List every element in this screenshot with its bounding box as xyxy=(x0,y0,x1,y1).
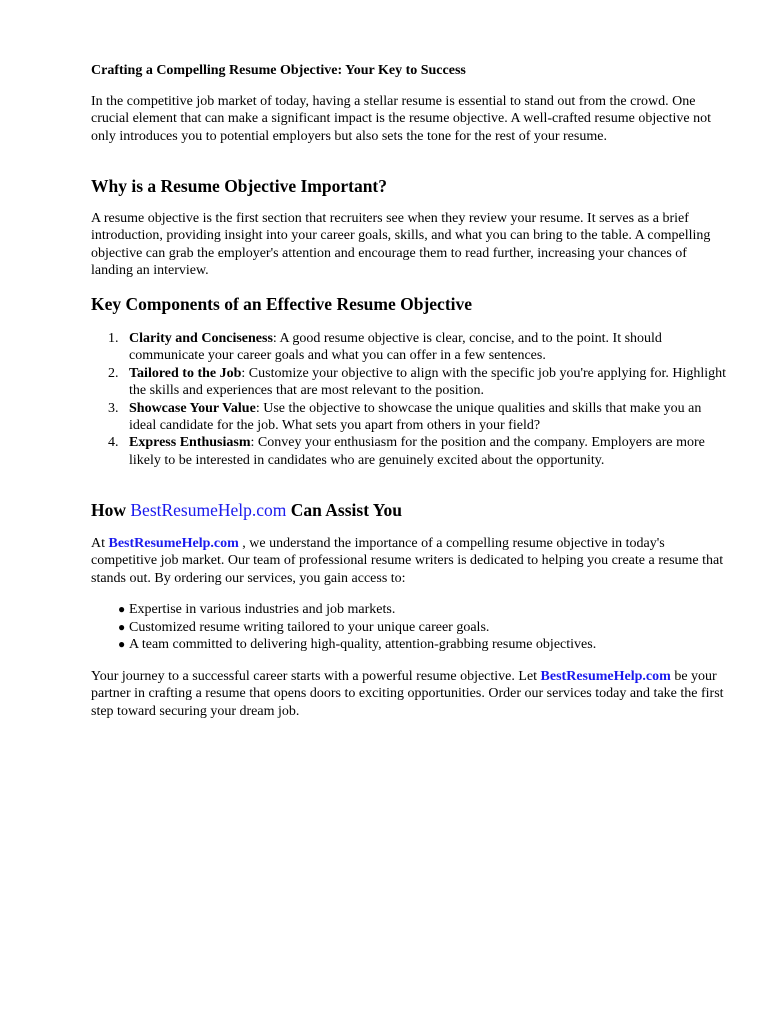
why-paragraph: A resume objective is the first section that recruiters see when they review your resume. It serves as a brief introduction, providing insight into your career goals, skills, and what you can bring to the table. A compelling objective can grab the employer's attention and encourage them to read further, increasing your chances of landing an interview. xyxy=(91,211,711,279)
list-item xyxy=(91,365,729,400)
list-item xyxy=(91,636,727,654)
section-heading-components: Key Components of an Effective Resume Objective xyxy=(91,294,473,314)
heading-suffix: Can Assist You xyxy=(286,500,402,520)
list-item-term: Express Enthusiasm xyxy=(129,435,251,451)
closing-site-link[interactable]: BestResumeHelp.com xyxy=(540,669,671,684)
list-item-number: 4. xyxy=(108,435,119,451)
heading-prefix: How xyxy=(91,500,131,520)
closing-prefix: Your journey to a successful career starts with a powerful resume objective. Let xyxy=(91,669,541,684)
list-item-separator: : xyxy=(272,331,277,346)
heading-site-link[interactable]: BestResumeHelp.com xyxy=(130,500,287,520)
bullet-icon: ● xyxy=(118,619,126,634)
section-heading-why: Why is a Resume Objective Important? xyxy=(91,176,388,196)
list-item xyxy=(91,619,727,637)
bullet-icon: ● xyxy=(118,637,126,652)
list-item-text: A good resume objective is clear, concise, and to the point. It should communicate your career goals and what you can offer in a few sentences. xyxy=(129,331,662,364)
list-item-text: Customized resume writing tailored to your unique career goals. xyxy=(129,619,490,635)
assist-body-text: , we understand the importance of a compelling resume objective in today's competitive job market. Our team of professional resume writers is dedicated to helping you create a resume that stands out. By ordering our services, you gain access to: xyxy=(91,536,724,586)
assist-site-link[interactable]: BestResumeHelp.com xyxy=(108,536,239,551)
bullet-icon: ● xyxy=(118,602,126,616)
list-item-number: 1. xyxy=(108,331,119,346)
list-item-separator: : xyxy=(241,365,246,381)
list-item-separator: : xyxy=(255,400,260,416)
list-item xyxy=(91,330,729,365)
list-item-term: Showcase Your Value xyxy=(129,400,256,416)
list-item-text: A team committed to delivering high-quality, attention-grabbing resume objectives. xyxy=(129,637,597,653)
closing-body-text: be your partner in crafting a resume that opens doors to exciting opportunities. Order our services today and take the first step toward securing your dream job. xyxy=(91,669,724,719)
assist-prefix: At xyxy=(91,536,109,551)
list-item-text: Convey your enthusiasm for the position and the company. Employers are more likely to be interested in candidates who are genuinely excited about the opportunity. xyxy=(129,435,705,468)
list-item-number: 3. xyxy=(108,400,119,416)
list-item-text: Customize your objective to align with the specific job you're applying for. Highlight the skills and experiences that are most relevant to the position. xyxy=(129,365,727,399)
components-list xyxy=(91,330,727,469)
list-item xyxy=(91,400,729,435)
list-item-text: Use the objective to showcase the unique qualities and skills that make you an ideal candidate for the job. What sets you apart from others in your field? xyxy=(129,400,702,434)
intro-paragraph: In the competitive job market of today, having a stellar resume is essential to stand out from the crowd. One crucial element that can make a significant impact is the resume objective. A well-crafted resume objective not only introduces you to potential employers but also sets the tone for the rest of your resume. xyxy=(91,94,712,144)
list-item-term: Clarity and Conciseness xyxy=(129,331,273,346)
list-item xyxy=(91,601,727,619)
assist-paragraph xyxy=(91,535,727,587)
list-item-number: 2. xyxy=(108,365,119,381)
closing-paragraph xyxy=(91,668,727,720)
list-item-text: Expertise in various industries and job markets. xyxy=(129,602,396,617)
list-item-separator: : xyxy=(250,435,255,451)
list-item xyxy=(91,434,729,469)
list-item-term: Tailored to the Job xyxy=(129,365,242,381)
document-title: Crafting a Compelling Resume Objective: Your Key to Success xyxy=(91,63,466,78)
benefits-list xyxy=(91,601,727,654)
section-heading-assist xyxy=(91,499,727,521)
